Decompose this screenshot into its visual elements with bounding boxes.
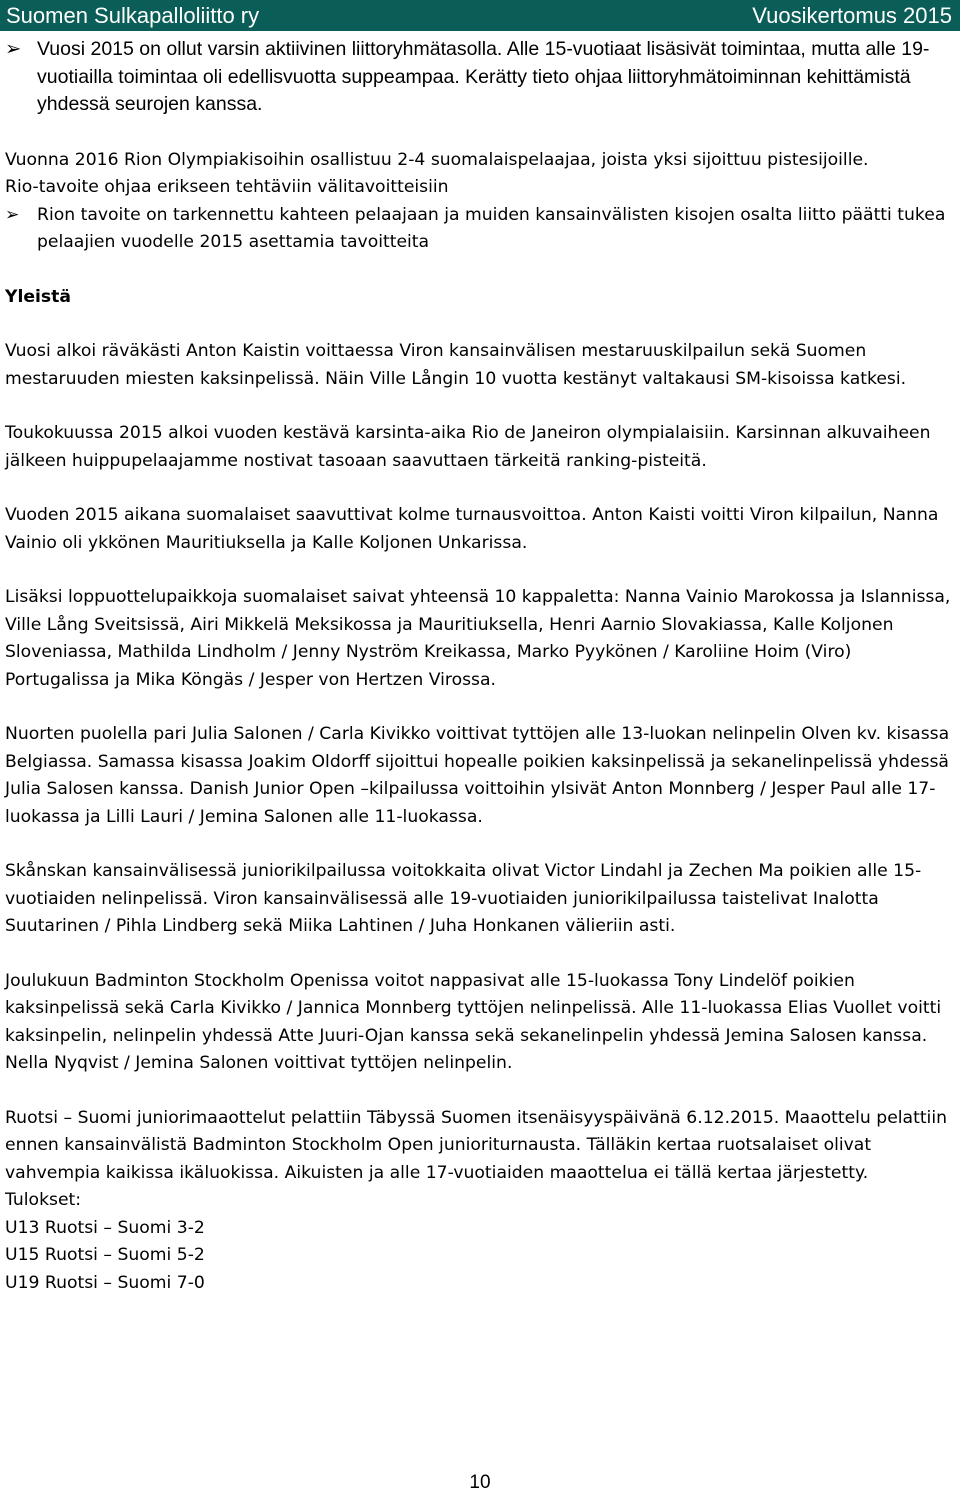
page-header	[0, 0, 960, 31]
paragraph-6: Skånskan kansainvälisessä juniorikilpailussa voitokkaita olivat Victor Lindahl ja Zechen Ma poikien alle 15-vuotiaiden nelinpelissä. Viron kansainvälisessä alle 19-vuotiaiden juniorikilpailussa taistelivat Inalotta Suutarinen / Pihla Lindberg sekä Miika Lahtinen / Juha Honkanen välieriin asti.	[5, 861, 922, 936]
results-label: Tulokset:	[5, 1190, 82, 1210]
intro-bullet	[5, 36, 955, 119]
rio-goal-line: Vuonna 2016 Rion Olympiakisoihin osallistuu 2-4 suomalaispelaajaa, joista yksi sijoittuu pistesijoille.	[5, 149, 869, 170]
arrow-bullet-icon: ➢	[5, 38, 22, 60]
section-heading: Yleistä	[5, 286, 71, 307]
result-item: U13 Ruotsi – Suomi 3-2	[5, 1217, 205, 1238]
rio-bullet-text: Rion tavoite on tarkennettu kahteen pelaajaan ja muiden kansainvälisten kisojen osalta liitto päätti tukea pelaajien vuodelle 2015 asettamia tavoitteita	[37, 204, 946, 252]
paragraph-1: Vuosi alkoi räväkästi Anton Kaistin voittaessa Viron kansainvälisen mestaruuskilpailun sekä Suomen mestaruuden miesten kaksinpelissä. Näin Ville Långin 10 vuotta kestänyt valtakausi SM-kisoissa katkesi.	[5, 341, 907, 389]
paragraph-3: Vuoden 2015 aikana suomalaiset saavuttivat kolme turnausvoittoa. Anton Kaisti voitti Viron kilpailun, Nanna Vainio oli ykkönen Mauritiuksella ja Kalle Koljonen Unkarissa.	[5, 505, 939, 553]
rio-bullet	[5, 202, 955, 257]
result-item: U15 Ruotsi – Suomi 5-2	[5, 1245, 205, 1265]
intro-bullet-text: Vuosi 2015 on ollut varsin aktiivinen liittoryhmätasolla. Alle 15-vuotiaat lisäsivät toimintaa, mutta alle 19-vuotiailla toimintaa oli edellisvuotta suppeampaa. Kerätty tieto ohjaa liittoryhmätoiminnan kehittämistä yhdessä seurojen kanssa.	[37, 38, 930, 115]
paragraph-5: Nuorten puolella pari Julia Salonen / Carla Kivikko voittivat tyttöjen alle 13-luokan nelinpelin Olven kv. kisassa Belgiassa. Samassa kisassa Joakim Oldorff sijoittui hopealle poikien kaksinpelissä ja sekanelinpelissä yhdessä Julia Salosen kanssa. Danish Junior Open –kilpailussa voittoihin ylsivät Anton Monnberg / Jesper Paul alle 17-luokassa ja Lilli Lauri / Jemina Salonen alle 11-luokassa.	[5, 724, 950, 827]
paragraph-8: Ruotsi – Suomi juniorimaaottelut pelattiin Täbyssä Suomen itsenäisyyspäivänä 6.12.2015. Maaottelu pelattiin ennen kansainvälistä Badminton Stockholm Open junioriturnausta. Tälläkin kertaa ruotsalaiset olivat vahvempia kaikissa ikäluokissa. Aikuisten ja alle 17-vuotiaiden maaottelua ei tällä kertaa järjestetty.	[5, 1107, 948, 1183]
page-number: 10	[469, 1472, 491, 1493]
paragraph-4: Lisäksi loppuottelupaikkoja suomalaiset saivat yhteensä 10 kappaletta: Nanna Vainio Marokossa ja Islannissa, Ville Lång Sveitsissä, Airi Mikkelä Meksikossa ja Mauritiuksella, Henri Aarnio Slovakiassa, Kalle Koljonen Sloveniassa, Mathilda Lindholm / Jenny Nyström Kreikassa, Marko Pyykönen / Karoliine Hoim (Viro) Portugalissa ja Mika Köngäs / Jesper von Hertzen Virossa.	[5, 587, 951, 690]
document-body	[5, 36, 955, 1297]
rio-subgoal-line: Rio-tavoite ohjaa erikseen tehtäviin välitavoitteisiin	[5, 177, 449, 197]
result-item: U19 Ruotsi – Suomi 7-0	[5, 1272, 205, 1293]
paragraph-7: Joulukuun Badminton Stockholm Openissa voitot nappasivat alle 15-luokassa Tony Lindelöf poikien kaksinpelissä sekä Carla Kivikko / Jannica Monnberg tyttöjen nelinpelissä. Alle 11-luokassa Elias Vuollet voitti kaksinpelin, nelinpelin yhdessä Atte Juuri-Ojan kanssa sekä sekanelinpelin yhdessä Jemina Salosen kanssa. Nella Nyqvist / Jemina Salonen voittivat tyttöjen nelinpelin.	[5, 970, 942, 1073]
organization-name: Suomen Sulkapalloliitto ry	[6, 3, 260, 28]
arrow-bullet-icon: ➢	[5, 204, 20, 225]
report-title: Vuosikertomus 2015	[752, 3, 952, 28]
paragraph-2: Toukokuussa 2015 alkoi vuoden kestävä karsinta-aika Rio de Janeiron olympialaisiin. Karsinnan alkuvaiheen jälkeen huippupelaajamme nostivat tasoaan saavuttaen tärkeitä ranking-pisteitä.	[5, 423, 931, 471]
